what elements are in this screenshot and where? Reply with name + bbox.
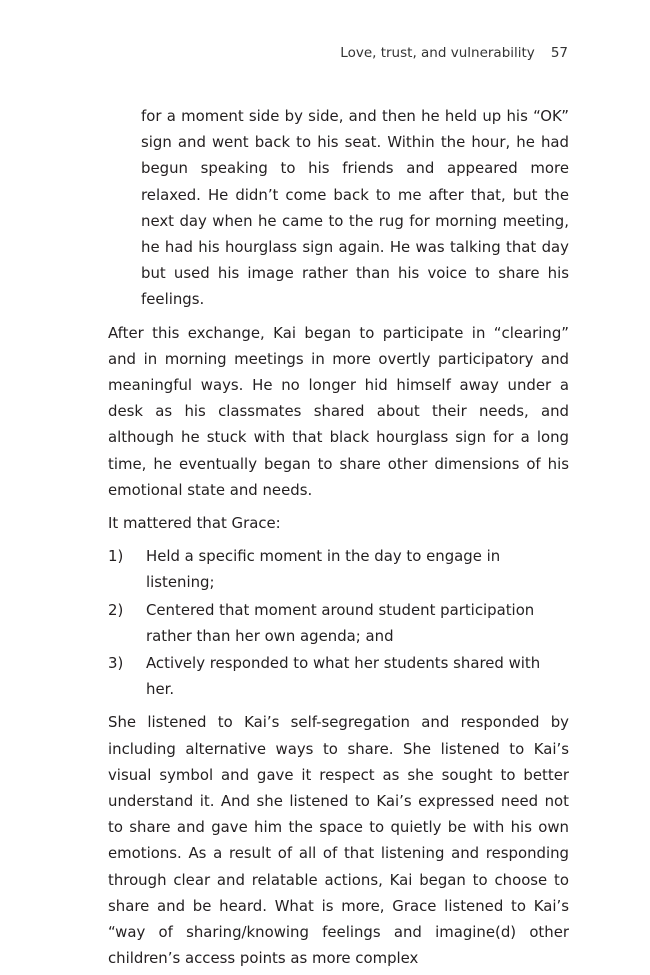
list-item xyxy=(108,650,569,702)
list-item-text: Held a specific moment in the day to engage in listening; xyxy=(146,547,501,592)
body-text xyxy=(108,103,569,972)
list-item-number: 3) xyxy=(108,654,124,673)
running-header xyxy=(340,43,568,63)
list-item-number: 1) xyxy=(108,547,124,566)
list-item xyxy=(108,597,569,649)
list-item-text: Centered that moment around student participation rather than her own agenda; and xyxy=(146,600,535,645)
list-item-text: Actively responded to what her students shared with her. xyxy=(146,654,541,699)
numbered-list xyxy=(108,543,569,702)
list-lead-in: It mattered that Grace: xyxy=(108,514,281,533)
list-item-number: 2) xyxy=(108,600,124,619)
paragraph-kai-participation: After this exchange, Kai began to participate in “clearing” and in morning meetings in more overtly participatory and meaningful ways. He no longer hid himself away under a desk as his classmates shared about their needs, and although he stuck with that black hourglass sign for a long time, he eventually began to share other dimensions of his emotional state and needs. xyxy=(108,323,569,499)
block-quote: for a moment side by side, and then he held up his “OK” sign and went back to his seat. Within the hour, he had begun speaking to his friends and appeared more relaxed. He didn’t come back to me after that, but the next day when he came to the rug for morning meeting, he had his hourglass sign again. He was talking that day but used his image rather than his voice to share his feelings. xyxy=(141,107,569,309)
paragraph-grace-listening: She listened to Kai’s self-segregation and responded by including alternative ways to share. She listened to Kai’s visual symbol and gave it respect as she sought to better understand it. And she listened to Kai’s expressed need not to share and gave him the space to quietly be with his own emotions. As a result of all of that listening and responding through clear and relatable actions, Kai began to choose to share and be heard. What is more, Grace listened to Kai’s “way of sharing/knowing feelings and imagine(d) other children’s access points as more complex xyxy=(108,713,569,968)
page-number: 57 xyxy=(550,45,568,61)
running-title: Love, trust, and vulnerability xyxy=(340,45,535,61)
list-item xyxy=(108,543,569,595)
